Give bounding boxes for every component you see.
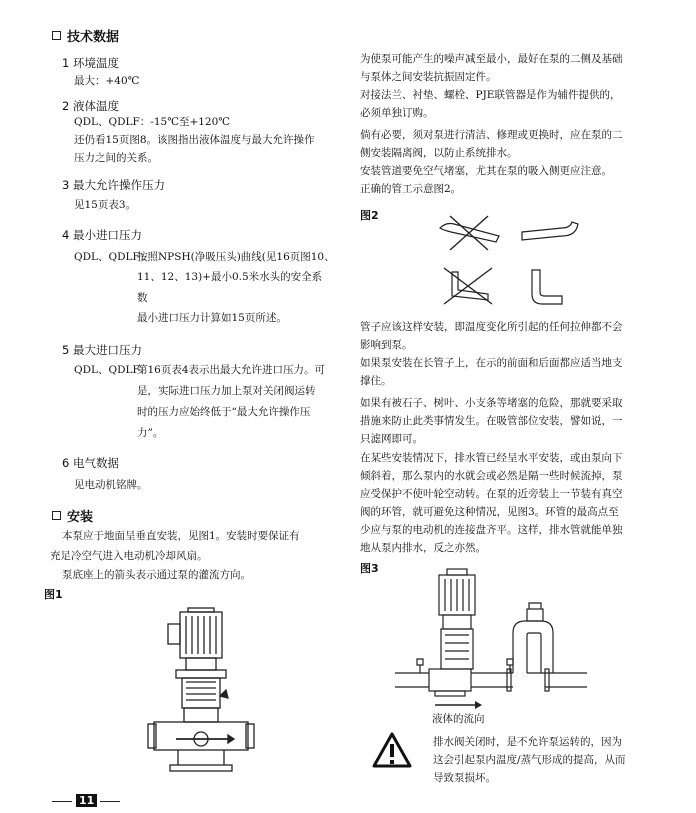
para1-line: 必须单独订购。 bbox=[360, 107, 434, 119]
vacuum-valve bbox=[527, 609, 543, 621]
warning-line: 排水阀关闭时，是不允许泵运转的，因为 bbox=[433, 736, 622, 748]
section-2-line: QDL、QDLF：-15℃至+120℃ bbox=[74, 116, 231, 128]
correct-elbow bbox=[532, 270, 562, 304]
section-1-title: 1 环境温度 bbox=[62, 56, 119, 70]
para2-line: 如果泵安装在长管子上，在示的前面和后面都应适当地支 bbox=[360, 357, 623, 369]
install-line: 泵底座上的箭头表示通过泵的灌流方向。 bbox=[62, 569, 251, 581]
para3-line: 倾斜着，那么泵内的水就会或必然是隔一些时候流掉，泵 bbox=[360, 470, 623, 482]
wrong-elbow bbox=[452, 272, 488, 300]
section-6-title: 6 电气数据 bbox=[62, 456, 119, 470]
section-2-title: 2 液体温度 bbox=[62, 99, 119, 113]
section-4-label: QDL、QDLF： bbox=[74, 251, 151, 263]
warning-line: 这会引起泵内温度/蒸气形成的提高，从而 bbox=[433, 754, 626, 766]
para3-line: 在某些安装情况下，排水管已经呈水平安装，或由泵向下 bbox=[360, 452, 623, 464]
section-2-line: 还仍看15页图8。该图指出液体温度与最大允许操作 bbox=[74, 134, 315, 146]
square-bullet-icon bbox=[52, 511, 61, 520]
para1-line: 倘有必要，须对泵进行清洁、修理或更换时，应在泵的二 bbox=[360, 129, 623, 141]
correct-pipe bbox=[522, 222, 578, 240]
para3-line: 如果有被石子、树叶、小支条等堵塞的危险，那就要采取 bbox=[360, 397, 623, 409]
para2-line: 撑住。 bbox=[360, 375, 392, 387]
para3-line: 只滤网即可。 bbox=[360, 433, 423, 445]
section-5-line: 时的压力应始终低于“最大允许操作压 bbox=[137, 406, 311, 418]
para1-line: 与泵体之间安装抗振固定件。 bbox=[360, 71, 497, 83]
section-4-title: 4 最小进口压力 bbox=[62, 228, 142, 242]
para2-line: 管子应该这样安装，即温度变化所引起的任何拉伸都不会 bbox=[360, 321, 623, 333]
section-2-line: 压力之间的关系。 bbox=[74, 152, 158, 164]
para3-line: 阀的环管，就可避免这种情况，见图3。环管的最高点至 bbox=[360, 506, 619, 518]
para2-line: 影响到泵。 bbox=[360, 339, 413, 351]
section-4-line: 按照NPSH(净吸压头)曲线(见16页图10、 bbox=[137, 251, 335, 263]
figure-1-label: 图1 bbox=[44, 588, 63, 601]
section-4-line: 最小进口压力计算如15页所述。 bbox=[137, 312, 287, 324]
para3-line: 地从泵内排水，反之亦然。 bbox=[360, 542, 486, 554]
section-4-line: 11、12、13)+最小0.5米水头的安全系 bbox=[137, 271, 323, 283]
figure-3-loop-diagram bbox=[395, 565, 595, 715]
flow-direction-label: 液体的流向 bbox=[432, 713, 485, 725]
para3-line: 少应与泵的电动机的连接盘齐平。这样，排水管就能单独 bbox=[360, 524, 623, 536]
section-3-title: 3 最大允许操作压力 bbox=[62, 178, 165, 192]
warning-line: 导致泵损坏。 bbox=[433, 772, 496, 784]
section-5-line: 力”。 bbox=[137, 427, 164, 439]
section-5-label: QDL、QDLF： bbox=[74, 364, 151, 376]
section-6-text: 见电动机铭牌。 bbox=[74, 479, 148, 491]
page-rule-right bbox=[100, 801, 120, 802]
section-1-text: 最大：+40℃ bbox=[74, 75, 140, 87]
para1-line: 正确的管工示意图2。 bbox=[360, 183, 462, 195]
section-3-text: 见15页表3。 bbox=[74, 199, 137, 211]
para3-line: 措施来防止此类事情发生。在吸管部位安装，譬如说，一 bbox=[360, 415, 623, 427]
page-number: 11 bbox=[76, 794, 97, 807]
para1-line: 对接法兰、衬垫、螺栓、PJE联管器是作为辅件提供的， bbox=[360, 89, 621, 101]
para3-line: 应受保护不使叶轮空动转。在泵的近旁装上一节装有真空 bbox=[360, 488, 623, 500]
install-line: 本泵应于地面呈垂直安装，见图1。安装时要保证有 bbox=[62, 530, 300, 542]
section-4-line: 数 bbox=[137, 292, 148, 304]
install-line: 充足冷空气进入电动机冷却风扇。 bbox=[50, 550, 208, 562]
install-heading: 安装 bbox=[52, 506, 93, 525]
para1-line: 侧安装隔离阀，以防止系统排水。 bbox=[360, 147, 518, 159]
figure-2-label: 图2 bbox=[360, 209, 379, 222]
section-5-title: 5 最大进口压力 bbox=[62, 343, 142, 357]
terminal-box bbox=[168, 624, 180, 644]
figure-1-pump-diagram bbox=[130, 600, 270, 800]
para1-line: 安装管道要免空气堵塞，尤其在泵的吸入侧更应注意。 bbox=[360, 165, 612, 177]
figure-3-label: 图3 bbox=[360, 562, 379, 575]
section-5-line: 是，实际进口压力加上泵对关闭阀运转 bbox=[137, 385, 316, 397]
tech-data-heading: 技术数据 bbox=[52, 26, 119, 45]
section-5-line: 第16页表4表示出最大允许进口压力。可 bbox=[137, 364, 326, 376]
figure-2-pipe-diagram bbox=[430, 210, 590, 310]
square-bullet-icon bbox=[52, 31, 61, 40]
page-rule-left bbox=[52, 801, 72, 802]
warning-triangle-icon bbox=[372, 732, 412, 768]
para1-line: 为使泵可能产生的噪声减至最小，最好在泵的二侧及基础 bbox=[360, 53, 623, 65]
flow-arrow-icon bbox=[475, 701, 482, 709]
